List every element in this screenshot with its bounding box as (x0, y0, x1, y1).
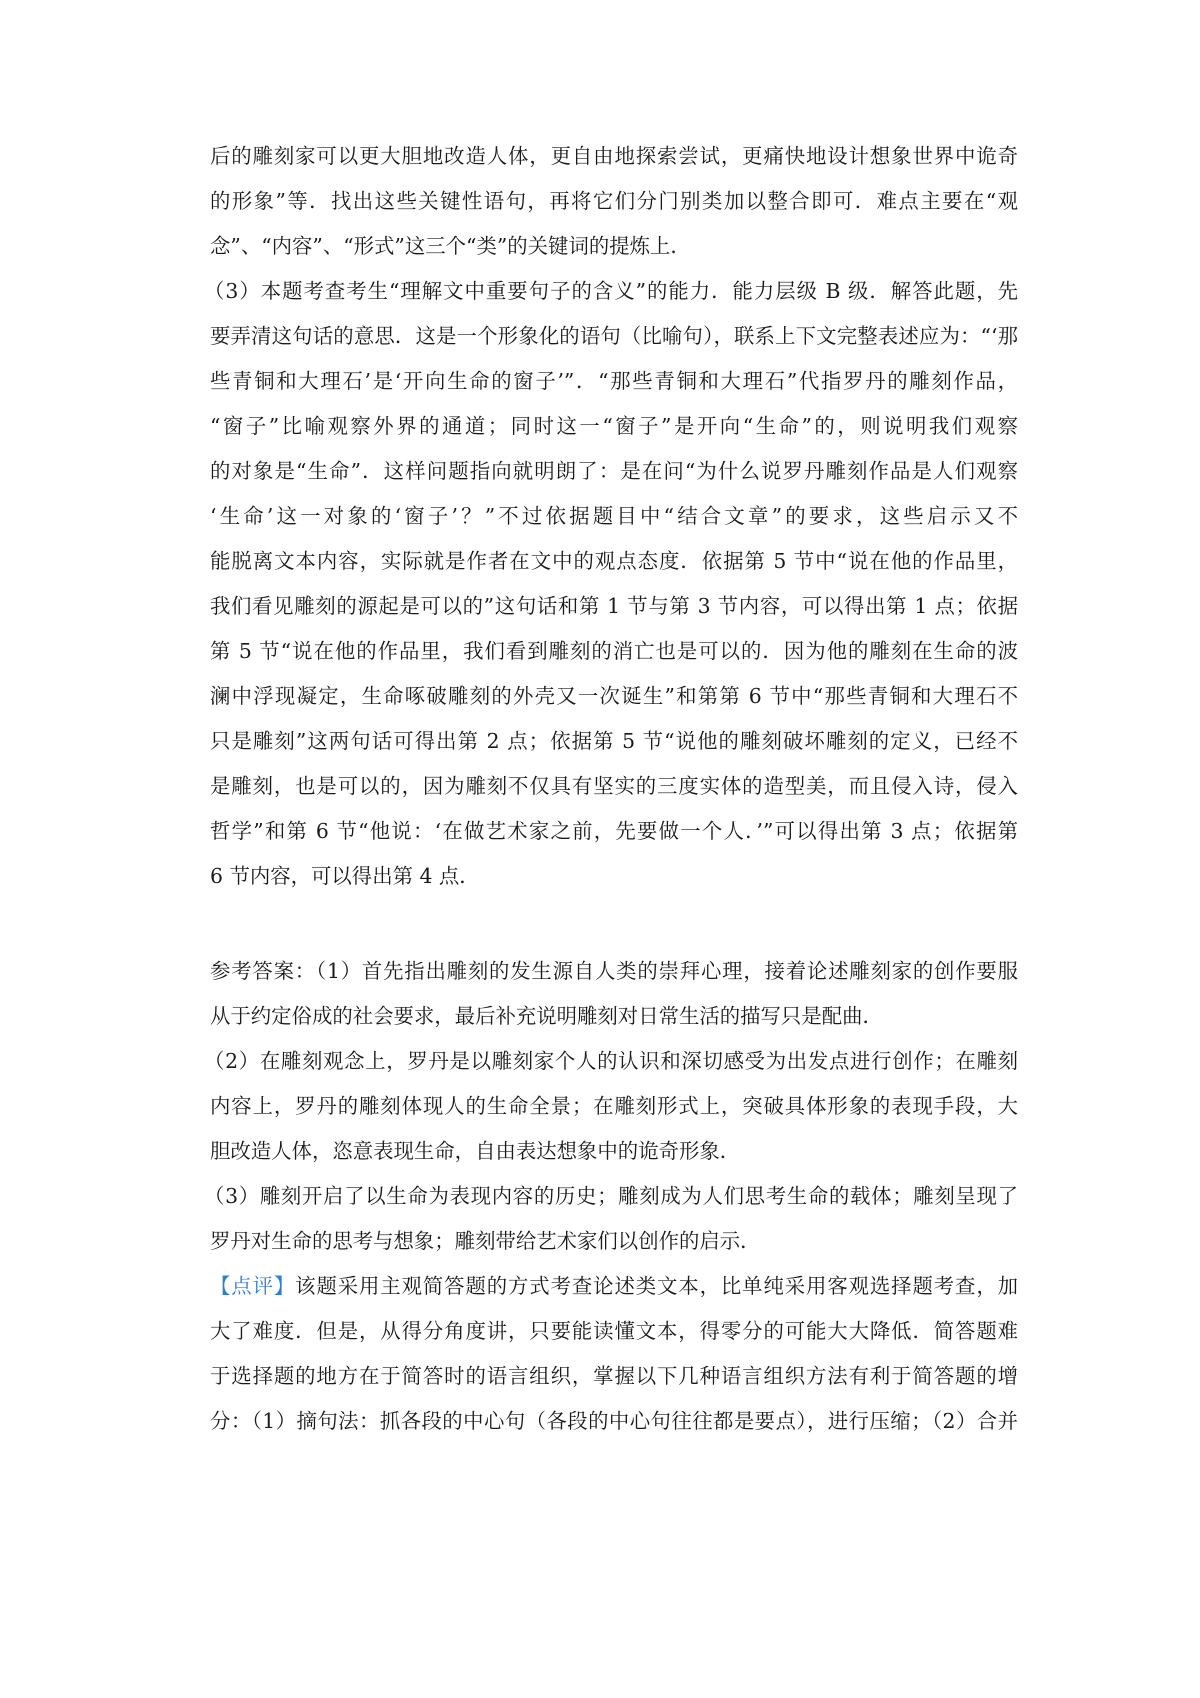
analysis-line: 是雕刻，也是可以的，因为雕刻不仅具有坚实的三度实体的造型美，而且侵入诗，侵入 (210, 774, 1018, 798)
comment-first-text: 该题采用主观简答题的方式考查论述类文本，比单纯采用客观选择题考查，加 (295, 1274, 1018, 1298)
analysis-line: 要弄清这句话的意思．这是一个形象化的语句（比喻句），联系上下文完整表述应为：“‘那 (210, 324, 1018, 348)
answer-line: 从于约定俗成的社会要求，最后补充说明雕刻对日常生活的描写只是配曲． (210, 1004, 883, 1028)
answer-line: （3）雕刻开启了以生命为表现内容的历史；雕刻成为人们思考生命的载体；雕刻呈现了 (204, 1184, 1018, 1208)
analysis-line: ‘生命’这一对象的‘窗子’？”不过依据题目中“结合文章”的要求，这些启示又不 (210, 504, 1018, 528)
analysis-line: 6 节内容，可以得出第 4 点． (210, 864, 480, 888)
comment-tag: 【点评】 (210, 1274, 296, 1298)
analysis-line: 的对象是“生命”．这样问题指向就明朗了：是在问“为什么说罗丹雕刻作品是人们观察 (210, 459, 1018, 483)
analysis-line: 只是雕刻”这两句话可得出第 2 点；依据第 5 节“说他的雕刻破坏雕刻的定义，已经不 (210, 729, 1018, 753)
comment-first-line (210, 1266, 1018, 1306)
analysis-line: 我们看见雕刻的源起是可以的”这句话和第 1 节与第 3 节内容，可以得出第 1 点；依据 (210, 594, 1018, 618)
answer-line: 参考答案：（1）首先指出雕刻的发生源自人类的崇拜心理，接着论述雕刻家的创作要服 (210, 959, 1018, 983)
comment-line: 分：（1）摘句法：抓各段的中心句（各段的中心句往往都是要点），进行压缩；（2）合并 (210, 1409, 1018, 1433)
answer-line: （2）在雕刻观念上，罗丹是以雕刻家个人的认识和深切感受为出发点进行创作；在雕刻 (204, 1049, 1018, 1073)
analysis-line: （3）本题考查考生“理解文中重要句子的含义”的能力．能力层级 B 级．解答此题，先 (204, 279, 1018, 303)
answer-line: 罗丹对生命的思考与想象；雕刻带给艺术家们以创作的启示． (210, 1229, 761, 1253)
analysis-line: 后的雕刻家可以更大胆地改造人体，更自由地探索尝试，更痛快地设计想象世界中诡奇 (210, 144, 1018, 168)
comment-line: 于选择题的地方在于简答时的语言组织，掌握以下几种语言组织方法有利于简答题的增 (210, 1364, 1018, 1388)
analysis-line: “窗子”比喻观察外界的通道；同时这一“窗子”是开向“生命”的，则说明我们观察 (210, 414, 1018, 438)
analysis-line: 第 5 节“说在他的作品里，我们看到雕刻的消亡也是可以的．因为他的雕刻在生命的波 (210, 639, 1018, 663)
answer-line: 胆改造人体，恣意表现生命，自由表达想象中的诡奇形象． (210, 1139, 741, 1163)
analysis-line: 能脱离文本内容，实际就是作者在文中的观点态度．依据第 5 节中“说在他的作品里， (210, 549, 1018, 573)
analysis-line: 哲学”和第 6 节“他说：‘在做艺术家之前，先要做一个人．’”可以得出第 3 点；依据第 (210, 819, 1018, 843)
analysis-line: 澜中浮现凝定，生命啄破雕刻的外壳又一次诞生”和第第 6 节中“那些青铜和大理石不 (210, 684, 1018, 708)
answer-line: 内容上，罗丹的雕刻体现人的生命全景；在雕刻形式上，突破具体形象的表现手段，大 (210, 1094, 1018, 1118)
analysis-line: 念”、“内容”、“形式”这三个“类”的关键词的提炼上． (210, 234, 691, 258)
analysis-line: 的形象”等．找出这些关键性语句，再将它们分门别类加以整合即可．难点主要在“观 (210, 189, 1018, 213)
analysis-line: 些青铜和大理石’是‘开向生命的窗子’”．“那些青铜和大理石”代指罗丹的雕刻作品， (210, 369, 1018, 393)
comment-line: 大了难度．但是，从得分角度讲，只要能读懂文本，得零分的可能大大降低．简答题难 (210, 1319, 1018, 1343)
